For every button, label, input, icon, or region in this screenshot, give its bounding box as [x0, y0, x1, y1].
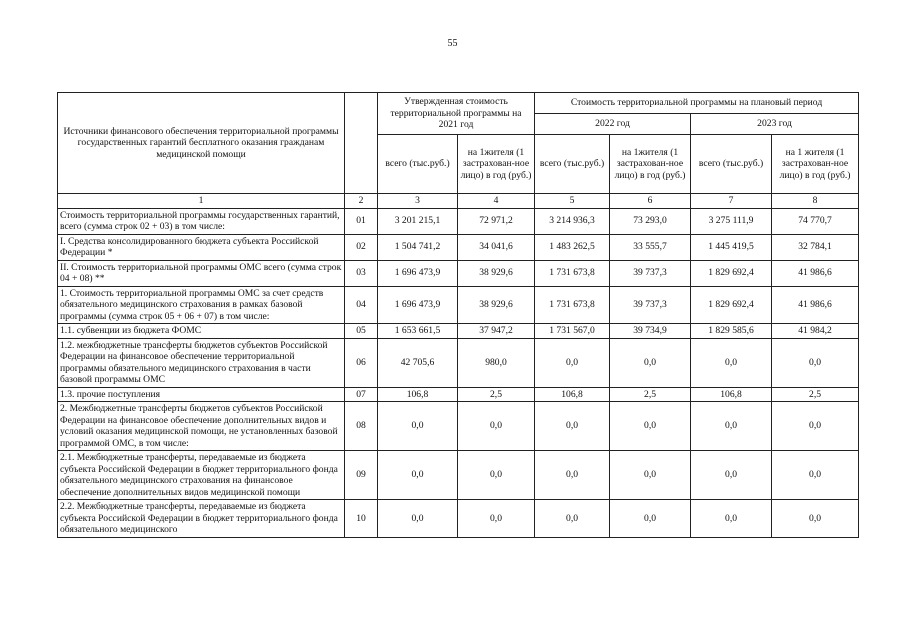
value-cell: 0,0 — [458, 402, 535, 451]
value-cell: 0,0 — [378, 500, 458, 538]
header-approved-2021: Утвержденная стоимость территориальной программы на 2021 год — [378, 93, 535, 135]
row-description: 2. Межбюджетные трансферты бюджетов субъектов Российской Федерации на финансовое обеспечение дополнительных видов и условий оказания медицинской помощи, не установленных базовой программой ОМС, в том числе: — [58, 402, 345, 451]
row-code: 08 — [345, 402, 378, 451]
header-planned-period: Стоимость территориальной программы на плановый период — [535, 93, 859, 114]
row-description: 1.2. межбюджетные трансферты бюджетов субъектов Российской Федерации на финансовое обеспечение территориальной программы обязательного медицинского страхования в части базовой программы ОМС — [58, 338, 345, 387]
value-cell: 1 653 661,5 — [378, 324, 458, 339]
column-number: 5 — [535, 194, 610, 209]
value-cell: 0,0 — [610, 451, 691, 500]
column-number: 2 — [345, 194, 378, 209]
value-cell: 0,0 — [691, 338, 772, 387]
table-row — [58, 402, 859, 451]
row-description: 1. Стоимость территориальной программы ОМС за счет средств обязательного медицинского страхования в рамках базовой программы (сумма строк 05 + 06 + 07) в том числе: — [58, 286, 345, 324]
table-row — [58, 387, 859, 402]
column-number: 6 — [610, 194, 691, 209]
header-total-2023: всего (тыс.руб.) — [691, 135, 772, 194]
table-row — [58, 260, 859, 286]
header-code — [345, 93, 378, 194]
row-description: I. Средства консолидированного бюджета субъекта Российской Федерации * — [58, 234, 345, 260]
header-source: Источники финансового обеспечения территориальной программы государственных гарантий бесплатного оказания гражданам медицинской помощи — [58, 93, 345, 194]
value-cell: 1 829 585,6 — [691, 324, 772, 339]
value-cell: 1 696 473,9 — [378, 286, 458, 324]
value-cell: 106,8 — [691, 387, 772, 402]
header-total-2022: всего (тыс.руб.) — [535, 135, 610, 194]
row-code: 02 — [345, 234, 378, 260]
value-cell: 0,0 — [691, 451, 772, 500]
value-cell: 3 275 111,9 — [691, 208, 772, 234]
value-cell: 0,0 — [378, 402, 458, 451]
value-cell: 41 986,6 — [772, 286, 859, 324]
row-code: 01 — [345, 208, 378, 234]
value-cell: 0,0 — [535, 338, 610, 387]
value-cell: 0,0 — [691, 402, 772, 451]
value-cell: 3 214 936,3 — [535, 208, 610, 234]
value-cell: 73 293,0 — [610, 208, 691, 234]
row-code: 07 — [345, 387, 378, 402]
value-cell: 39 737,3 — [610, 286, 691, 324]
table-row — [58, 208, 859, 234]
header-year-2022: 2022 год — [535, 114, 691, 135]
value-cell: 72 971,2 — [458, 208, 535, 234]
value-cell: 0,0 — [772, 338, 859, 387]
header-per-capita-2022: на 1жителя (1 застрахован-ное лицо) в год (руб.) — [610, 135, 691, 194]
value-cell: 3 201 215,1 — [378, 208, 458, 234]
row-description: Стоимость территориальной программы государственных гарантий, всего (сумма строк 02 + 03) в том числе: — [58, 208, 345, 234]
value-cell: 0,0 — [772, 500, 859, 538]
value-cell: 0,0 — [535, 402, 610, 451]
header-per-capita-2023: на 1 жителя (1 застрахован-ное лицо) в год (руб.) — [772, 135, 859, 194]
value-cell: 0,0 — [458, 500, 535, 538]
row-description: 2.1. Межбюджетные трансферты, передаваемые из бюджета субъекта Российской Федерации в бюджет территориального фонда обязательного медицинского страхования на финансовое обеспечение дополнительных видов медицинской помощи — [58, 451, 345, 500]
value-cell: 0,0 — [458, 451, 535, 500]
value-cell: 33 555,7 — [610, 234, 691, 260]
value-cell: 2,5 — [458, 387, 535, 402]
value-cell: 980,0 — [458, 338, 535, 387]
row-code: 03 — [345, 260, 378, 286]
row-code: 10 — [345, 500, 378, 538]
value-cell: 34 041,6 — [458, 234, 535, 260]
value-cell: 0,0 — [535, 451, 610, 500]
page-number: 55 — [447, 38, 458, 49]
table-row — [58, 451, 859, 500]
value-cell: 0,0 — [378, 451, 458, 500]
column-number-row — [58, 194, 859, 209]
row-code: 04 — [345, 286, 378, 324]
row-code: 05 — [345, 324, 378, 339]
column-number: 1 — [58, 194, 345, 209]
table-row — [58, 286, 859, 324]
row-description: 1.3. прочие поступления — [58, 387, 345, 402]
value-cell: 32 784,1 — [772, 234, 859, 260]
value-cell: 1 731 567,0 — [535, 324, 610, 339]
value-cell: 1 731 673,8 — [535, 286, 610, 324]
value-cell: 0,0 — [610, 402, 691, 451]
value-cell: 1 829 692,4 — [691, 286, 772, 324]
value-cell: 0,0 — [691, 500, 772, 538]
table-row — [58, 234, 859, 260]
value-cell: 1 445 419,5 — [691, 234, 772, 260]
header-year-2023: 2023 год — [691, 114, 859, 135]
row-code: 09 — [345, 451, 378, 500]
value-cell: 2,5 — [772, 387, 859, 402]
value-cell: 1 731 673,8 — [535, 260, 610, 286]
column-number: 7 — [691, 194, 772, 209]
row-description: II. Стоимость территориальной программы ОМС всего (сумма строк 04 + 08) ** — [58, 260, 345, 286]
value-cell: 0,0 — [772, 402, 859, 451]
value-cell: 38 929,6 — [458, 260, 535, 286]
header-per-capita-2021: на 1жителя (1 застрахован-ное лицо) в год (руб.) — [458, 135, 535, 194]
value-cell: 0,0 — [610, 500, 691, 538]
value-cell: 0,0 — [535, 500, 610, 538]
value-cell: 1 504 741,2 — [378, 234, 458, 260]
column-number: 8 — [772, 194, 859, 209]
value-cell: 1 483 262,5 — [535, 234, 610, 260]
value-cell: 74 770,7 — [772, 208, 859, 234]
value-cell: 38 929,6 — [458, 286, 535, 324]
row-description: 1.1. субвенции из бюджета ФОМС — [58, 324, 345, 339]
value-cell: 37 947,2 — [458, 324, 535, 339]
value-cell: 0,0 — [610, 338, 691, 387]
value-cell: 41 986,6 — [772, 260, 859, 286]
row-description: 2.2. Межбюджетные трансферты, передаваемые из бюджета субъекта Российской Федерации в бюджет территориального фонда обязательного медицинского — [58, 500, 345, 538]
value-cell: 39 737,3 — [610, 260, 691, 286]
value-cell: 1 696 473,9 — [378, 260, 458, 286]
column-number: 4 — [458, 194, 535, 209]
column-number: 3 — [378, 194, 458, 209]
table-row — [58, 338, 859, 387]
financing-table — [57, 92, 859, 538]
value-cell: 42 705,6 — [378, 338, 458, 387]
row-code: 06 — [345, 338, 378, 387]
value-cell: 106,8 — [535, 387, 610, 402]
value-cell: 2,5 — [610, 387, 691, 402]
value-cell: 1 829 692,4 — [691, 260, 772, 286]
header-total-2021: всего (тыс.руб.) — [378, 135, 458, 194]
table-row — [58, 500, 859, 538]
value-cell: 41 984,2 — [772, 324, 859, 339]
value-cell: 39 734,9 — [610, 324, 691, 339]
table-row — [58, 324, 859, 339]
value-cell: 0,0 — [772, 451, 859, 500]
value-cell: 106,8 — [378, 387, 458, 402]
